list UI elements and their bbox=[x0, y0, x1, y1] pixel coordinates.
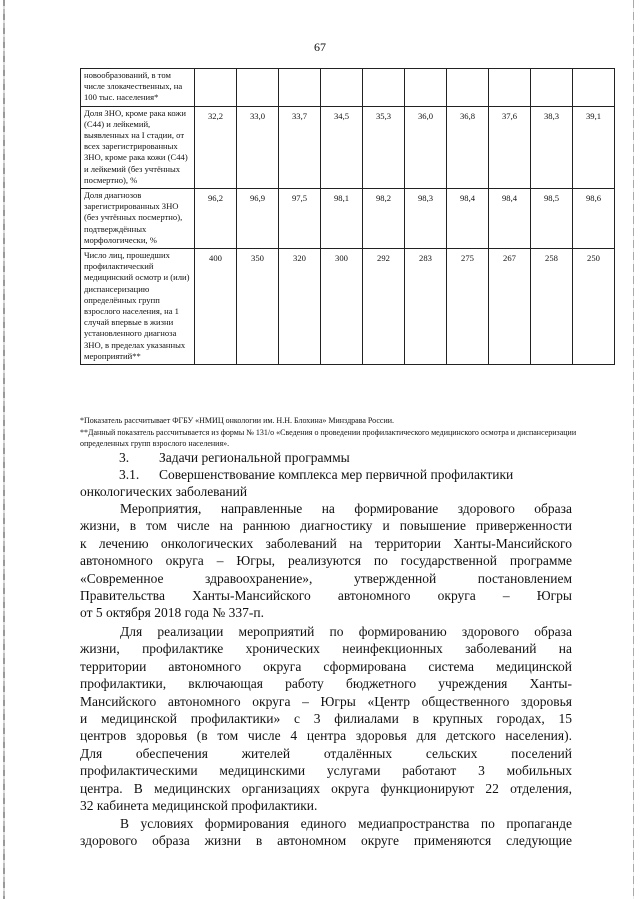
indicator-label: новообразований, в том числе злокачественных, на 100 тыс. населения* bbox=[81, 69, 195, 107]
indicator-value bbox=[237, 69, 279, 107]
indicator-value bbox=[405, 69, 447, 107]
section-title: Задачи региональной программы bbox=[159, 450, 350, 465]
indicator-value: 36,0 bbox=[405, 106, 447, 188]
subsection-title-line1: Совершенствование комплекса мер первичной профилактики bbox=[159, 467, 514, 482]
indicator-value: 38,3 bbox=[531, 106, 573, 188]
indicator-value bbox=[279, 69, 321, 107]
indicator-value: 33,7 bbox=[279, 106, 321, 188]
paragraph-line: территории автономного округа сформирована система медицинской bbox=[80, 658, 572, 674]
indicator-value: 300 bbox=[321, 249, 363, 365]
indicator-value: 96,2 bbox=[195, 189, 237, 249]
paragraph-line: 32 кабинета медицинской профилактики. bbox=[80, 798, 318, 814]
paragraph-line: Правительства Ханты-Мансийского автономного округа – Югры bbox=[80, 588, 572, 604]
paragraph-line: Для реализации мероприятий по формированию здорового образа bbox=[120, 624, 572, 639]
indicator-value: 98,5 bbox=[531, 189, 573, 249]
indicator-value bbox=[321, 69, 363, 107]
indicator-value: 98,2 bbox=[363, 189, 405, 249]
paragraph-line: к лечению онкологических заболеваний на территории Ханты-Мансийского bbox=[80, 535, 572, 551]
page-number: 67 bbox=[314, 40, 326, 54]
subsection-title-line2: онкологических заболеваний bbox=[80, 484, 248, 499]
indicator-value: 258 bbox=[531, 249, 573, 365]
scan-edge-right bbox=[633, 0, 634, 899]
indicator-value: 250 bbox=[573, 249, 615, 365]
paragraph-line: от 5 октября 2018 года № 337-п. bbox=[80, 605, 265, 621]
paragraph-line: жизни, в том числе на раннюю диагностику и повышение приверженности bbox=[80, 518, 572, 534]
indicator-value bbox=[363, 69, 405, 107]
paragraph-line: и медицинской профилактики» с 3 филиалами в крупных городах, 15 bbox=[80, 711, 572, 727]
paragraph-line: центров здоровья (в том числе 4 центра здоровья для детского населения). bbox=[80, 728, 572, 744]
indicator-value: 275 bbox=[447, 249, 489, 365]
indicator-value: 400 bbox=[195, 249, 237, 365]
indicator-value: 98,1 bbox=[321, 189, 363, 249]
indicator-value: 36,8 bbox=[447, 106, 489, 188]
indicator-value: 98,6 bbox=[573, 189, 615, 249]
indicator-value bbox=[447, 69, 489, 107]
table-row bbox=[81, 249, 615, 365]
indicator-value: 96,9 bbox=[237, 189, 279, 249]
paragraph-line: жизни, профилактике хронических неинфекционных заболеваний на bbox=[80, 641, 572, 657]
paragraph-1 bbox=[80, 500, 572, 622]
indicator-value: 320 bbox=[279, 249, 321, 365]
section-heading bbox=[119, 449, 579, 466]
indicator-value: 283 bbox=[405, 249, 447, 365]
indicator-value: 35,3 bbox=[363, 106, 405, 188]
table-row bbox=[81, 69, 615, 107]
paragraph-line: автономного округа – Югры, реализуются по государственной программе bbox=[80, 553, 572, 569]
paragraph-line: Мероприятия, направленные на формирование здорового образа bbox=[120, 501, 572, 516]
paragraph-3 bbox=[80, 815, 572, 850]
indicator-value: 37,6 bbox=[489, 106, 531, 188]
indicator-label: Доля ЗНО, кроме рака кожи (С44) и лейкемий, выявленных на I стадии, от всех зарегистрированных ЗНО, кроме рака кожи (С44) и лейкемий (без учтённых посмертно), % bbox=[81, 106, 195, 188]
paragraph-line: Мансийского автономного округа – Югры «Центр общественного здоровья bbox=[80, 693, 572, 709]
paragraph-2 bbox=[80, 623, 572, 814]
indicator-value: 98,4 bbox=[447, 189, 489, 249]
indicator-value: 98,4 bbox=[489, 189, 531, 249]
indicator-value: 350 bbox=[237, 249, 279, 365]
indicators-table bbox=[80, 68, 615, 365]
indicator-value bbox=[531, 69, 573, 107]
paragraph-line: профилактическими медицинскими услугами работают 3 мобильных bbox=[80, 763, 572, 779]
section-number: 3. bbox=[119, 450, 130, 465]
paragraph-line: здорового образа жизни в автономном округе применяются следующие bbox=[80, 833, 572, 849]
table-row bbox=[81, 189, 615, 249]
indicator-value bbox=[195, 69, 237, 107]
indicator-value: 34,5 bbox=[321, 106, 363, 188]
indicator-value: 39,1 bbox=[573, 106, 615, 188]
indicator-value bbox=[489, 69, 531, 107]
indicator-value: 267 bbox=[489, 249, 531, 365]
indicator-value: 292 bbox=[363, 249, 405, 365]
scan-edge-left bbox=[3, 0, 5, 899]
indicator-value: 98,3 bbox=[405, 189, 447, 249]
paragraph-line: центра. В медицинских организациях округа функционируют 22 отделения, bbox=[80, 780, 572, 796]
paragraph-line: профилактики, включающая работу бюджетного учреждения Ханты- bbox=[80, 676, 572, 692]
indicator-value bbox=[573, 69, 615, 107]
indicator-value: 32,2 bbox=[195, 106, 237, 188]
paragraph-line: Для обеспечения жителей отдалённых сельских поселений bbox=[80, 745, 572, 761]
table-row bbox=[81, 106, 615, 188]
indicator-value: 97,5 bbox=[279, 189, 321, 249]
indicator-value: 33,0 bbox=[237, 106, 279, 188]
subsection-number: 3.1. bbox=[119, 467, 140, 482]
footnote-2: **Данный показатель рассчитывается из формы № 131/о «Сведения о проведении профилактического медицинского осмотра и диспансеризации определенных групп взрослого населения». bbox=[80, 428, 577, 448]
indicator-label: Число лиц, прошедших профилактический медицинский осмотр и (или) диспансеризацию определённых групп взрослого населения, на 1 случай впервые в жизни установленного диагноза ЗНО, в пределах указанных мероприятий** bbox=[81, 249, 195, 365]
subsection-heading bbox=[119, 466, 579, 483]
indicator-label: Доля диагнозов зарегистрированных ЗНО (без учтённых посмертно), подтверждённых морфологически, % bbox=[81, 189, 195, 249]
paragraph-line: В условиях формирования единого медиапространства по пропаганде bbox=[120, 816, 572, 831]
paragraph-line: «Современное здравоохранение», утвержденной постановлением bbox=[80, 570, 572, 586]
footnote-1: *Показатель рассчитывает ФГБУ «НМИЦ онкологии им. Н.Н. Блохина» Минздрава России. bbox=[80, 416, 395, 425]
